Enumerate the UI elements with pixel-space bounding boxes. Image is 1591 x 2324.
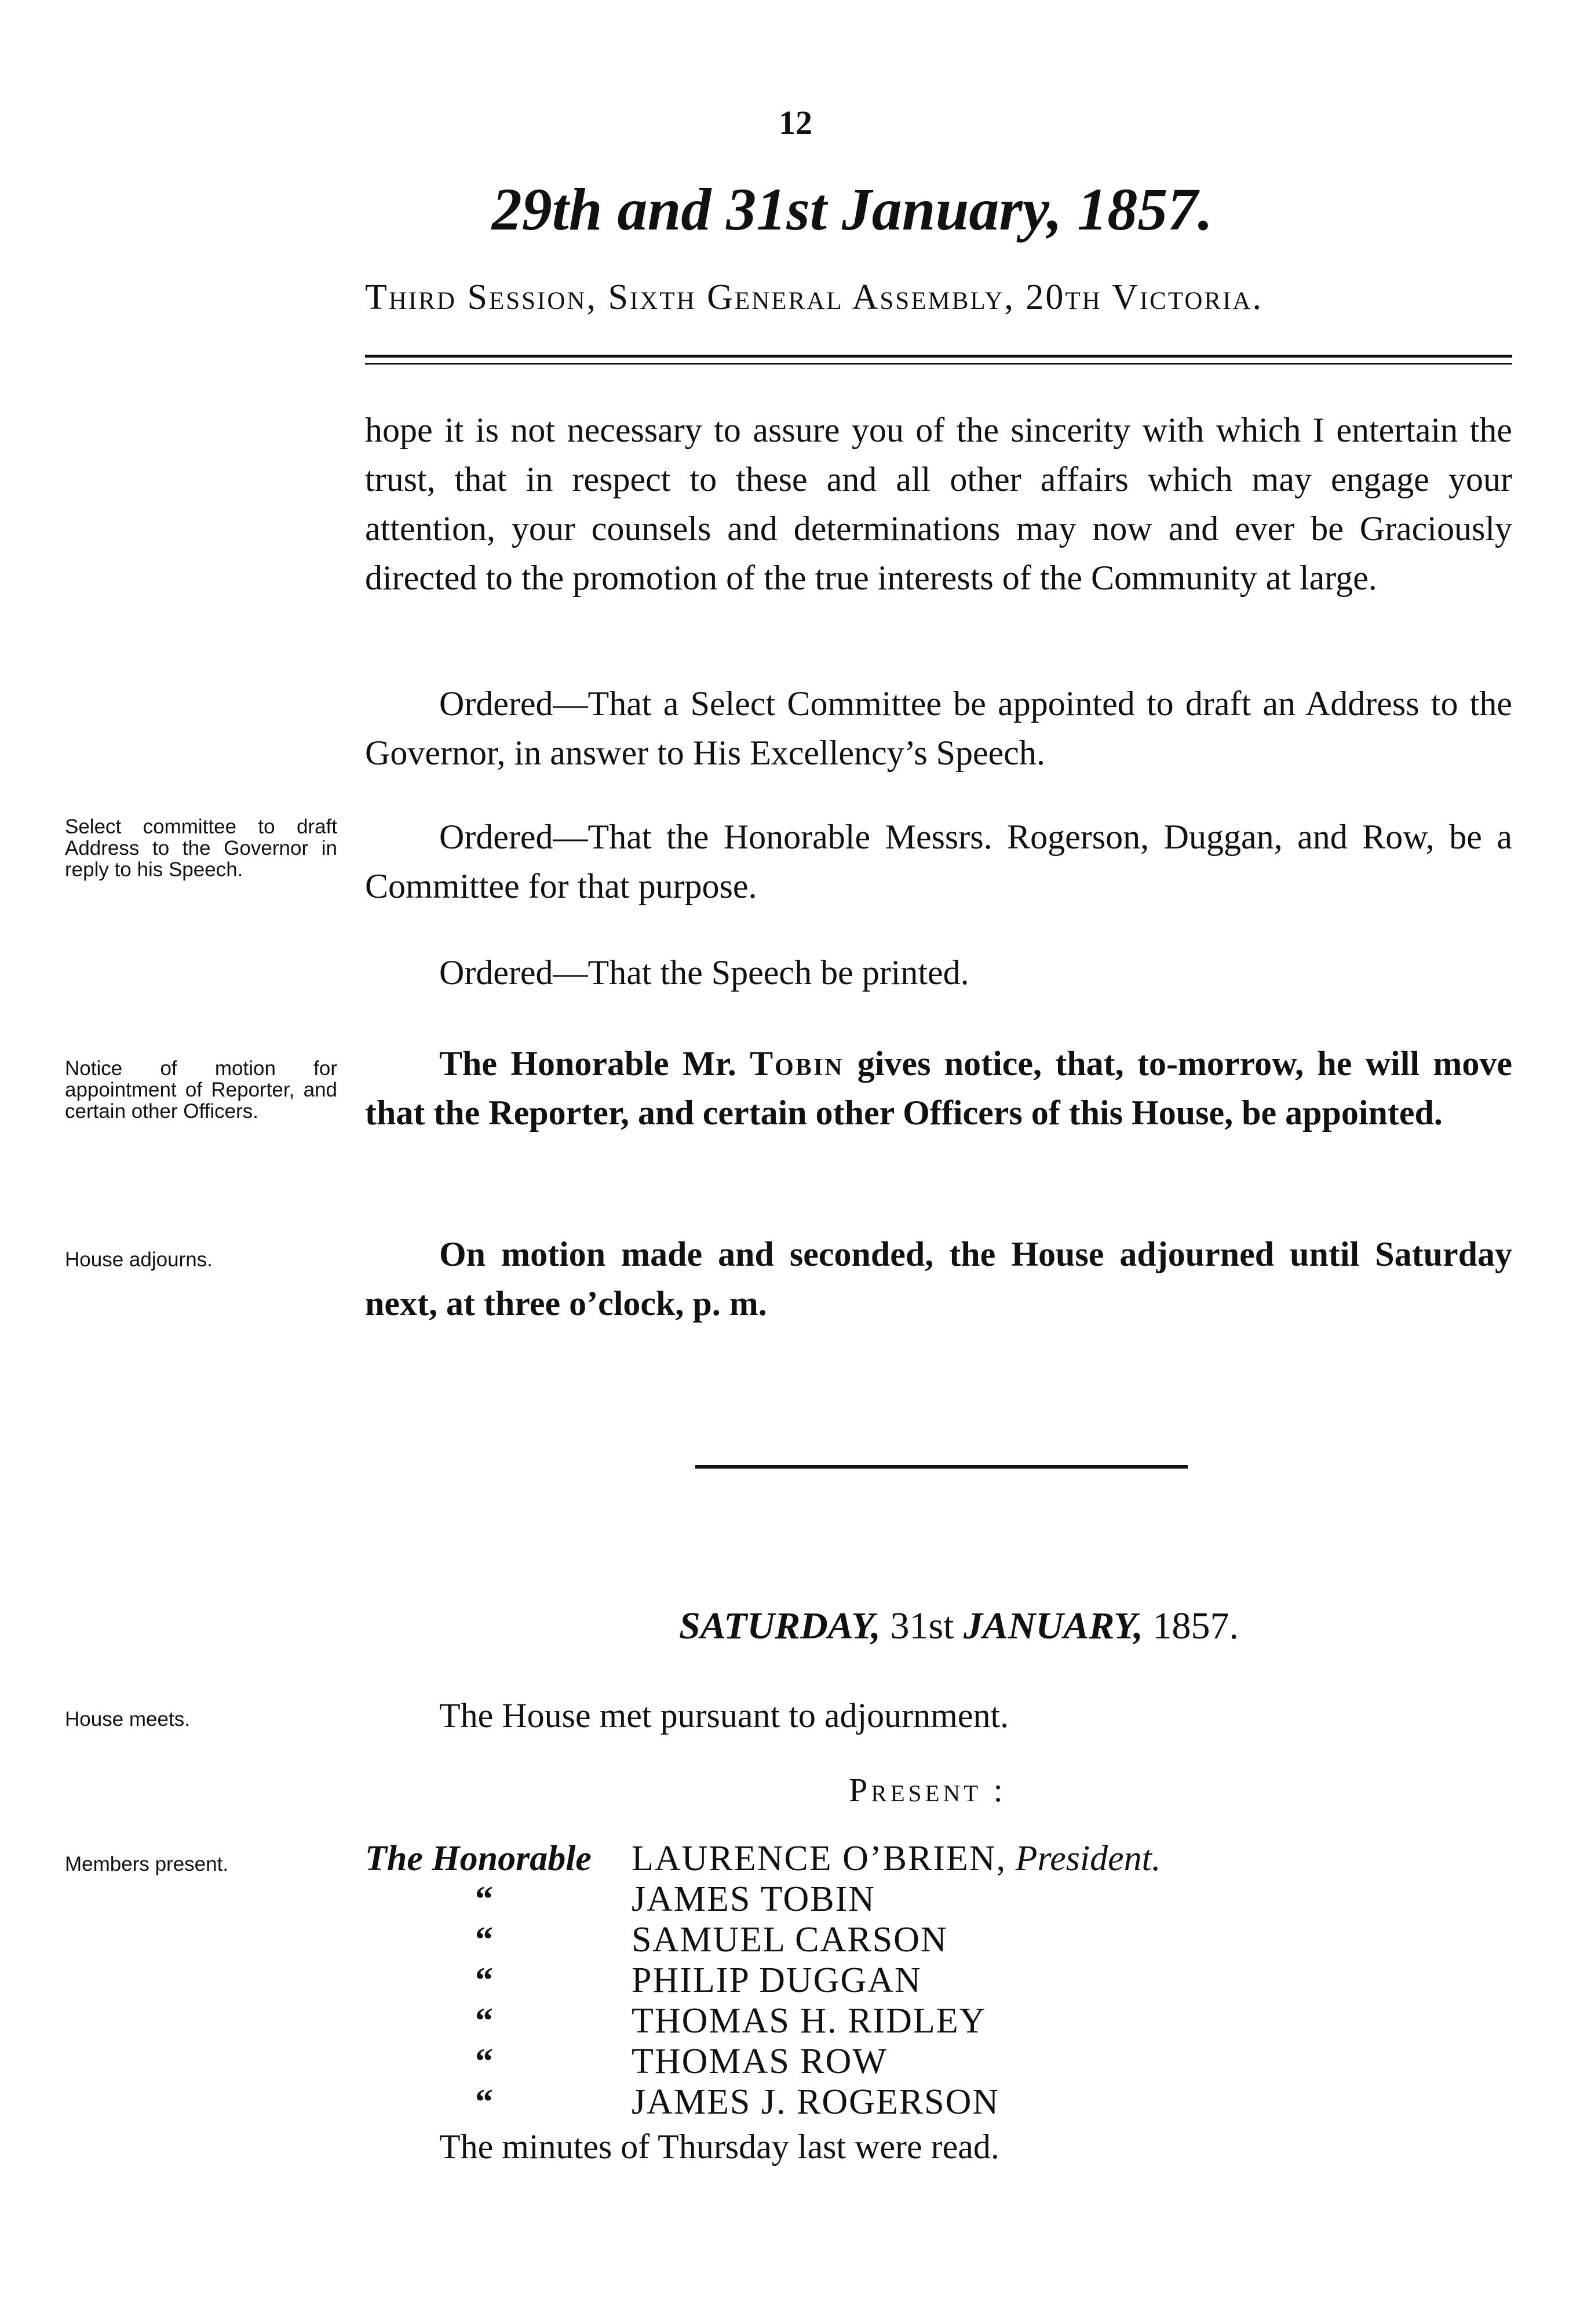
member-row (365, 2001, 1512, 2041)
saturday-month: JANUARY, (963, 1605, 1143, 1647)
ditto-mark: “ (475, 2001, 493, 2041)
margin-note-select-committee: Select committee to draft Address to the Governor in reply to his Speech. (65, 815, 337, 881)
saturday-heading (608, 1604, 1309, 1648)
saturday-year: 1857. (1152, 1605, 1239, 1647)
page-number: 12 (779, 104, 812, 141)
member-name: SAMUEL CARSON (632, 1920, 948, 1959)
ditto-mark: “ (475, 1961, 493, 2000)
member-name: THOMAS H. RIDLEY (632, 2001, 987, 2041)
date-heading: 29th and 31st January, 1857. (491, 176, 1213, 243)
paragraph-ordered-members: Ordered—That the Honorable Messrs. Rogerson, Duggan, and Row, be a Committee for that purpose. (365, 818, 1512, 905)
member-row (365, 1919, 1512, 1960)
member-row (365, 2082, 1512, 2122)
section-rule (695, 1465, 1188, 1469)
notice-text-before: The Honorable Mr. (439, 1044, 750, 1083)
paragraph-adjourn: On motion made and seconded, the House adjourned until Saturday next, at three o’clock, p. m. (365, 1235, 1512, 1323)
notice-text-after: gives notice, that, to-morrow, he will move that the Reporter, and certain other Officers of this House, be appointed. (365, 1044, 1512, 1132)
saturday-day: SATURDAY, (679, 1605, 881, 1647)
ditto-mark: “ (475, 2042, 493, 2081)
ditto-mark: “ (475, 1920, 493, 1959)
member-name: THOMAS ROW (632, 2042, 888, 2081)
margin-note-members-present: Members present. (65, 1853, 229, 1875)
members-list (365, 1838, 1512, 2122)
member-name: PHILIP DUGGAN (632, 1961, 922, 2000)
present-label: Present : (849, 1771, 1006, 1809)
paragraph-ordered-committee: Ordered—That a Select Committee be appointed to draft an Address to the Governor, in answer to His Excellency’s Speech. (365, 684, 1512, 772)
margin-note-notice-motion: Notice of motion for appointment of Reporter, and certain other Officers. (65, 1057, 337, 1123)
member-prefix: The Honorable (365, 1839, 592, 1878)
ditto-mark: “ (475, 1879, 493, 1919)
member-title: President. (1015, 1839, 1161, 1878)
member-name: JAMES TOBIN (632, 1879, 876, 1919)
saturday-date-num: 31st (890, 1605, 954, 1647)
paragraph-minutes-read: The minutes of Thursday last were read. (439, 2128, 999, 2166)
member-row (365, 1838, 1512, 1879)
paragraph-house-met: The House met pursuant to adjournment. (439, 1696, 1009, 1735)
member-row (365, 1879, 1512, 1919)
margin-note-house-adjourns: House adjourns. (65, 1248, 213, 1271)
session-line: Third Session, Sixth General Assembly, 20th Victoria. (365, 278, 1263, 317)
notice-name-tobin: Tobin (750, 1044, 844, 1083)
ditto-mark: “ (475, 2082, 493, 2122)
margin-note-house-meets: House meets. (65, 1708, 190, 1731)
member-row (365, 2041, 1512, 2082)
header-rule (365, 355, 1512, 365)
member-name: JAMES J. ROGERSON (632, 2082, 1000, 2122)
member-name: LAURENCE O’BRIEN, (632, 1839, 1007, 1878)
paragraph-notice-tobin (365, 1039, 1512, 1138)
paragraph-speech-end: hope it is not necessary to assure you of the sincerity with which I entertain the trust, that in respect to these and all other affairs which may engage your attention, your counsels and determinations may now and ever be Graciously directed to the promotion of the true interests of the Community at large. (365, 411, 1512, 597)
member-row (365, 1960, 1512, 2001)
paragraph-ordered-printed: Ordered—That the Speech be printed. (439, 953, 969, 992)
